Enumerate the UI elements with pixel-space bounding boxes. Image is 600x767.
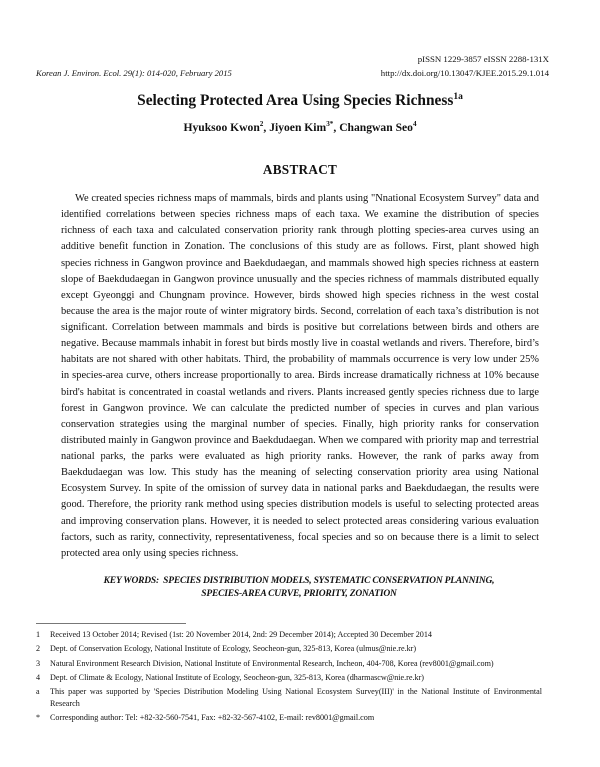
footnote-item	[36, 658, 542, 670]
doi-link[interactable]: http://dx.doi.org/10.13047/KJEE.2015.29.1.014	[380, 68, 549, 78]
footnote-item	[36, 712, 542, 724]
issn-line: pISSN 1229-3857 eISSN 2288-131X	[417, 54, 549, 64]
footnote-text: Dept. of Conservation Ecology, National Institute of Ecology, Seocheon-gun, 325-813, Korea (ulmus@nie.re.kr)	[50, 644, 417, 654]
author-separator: ,	[263, 121, 270, 134]
keywords-text: SPECIES DISTRIBUTION MODELS, SYSTEMATIC CONSERVATION PLANNING, SPECIES-AREA CURVE, PRIORITY, ZONATION	[163, 576, 495, 599]
footnote-text: Received 13 October 2014; Revised (1st: 20 November 2014, 2nd: 29 December 2014); Accepted 30 December 2014	[50, 630, 432, 639]
author-separator: ,	[333, 121, 340, 134]
paper-title	[0, 92, 600, 110]
author-affiliation-mark: 3*	[326, 120, 334, 129]
title-footnote-mark: 1a	[453, 90, 463, 102]
footnote-mark: a	[36, 687, 40, 697]
footnote-mark: *	[36, 713, 41, 722]
footnote-mark: 4	[36, 672, 41, 682]
footnote-item	[36, 643, 542, 655]
journal-citation: Korean J. Environ. Ecol. 29(1): 014-020, February 2015	[36, 68, 232, 78]
footnote-mark: 1	[36, 630, 41, 639]
footnote-text: This paper was supported by 'Species Distribution Modeling Using National Ecosystem Survey(III)' in the National Institute of Environmental Research	[50, 687, 542, 708]
footnote-text: Dept. of Climate & Ecology, National Institute of Ecology, Seocheon-gun, 325-813, Korea (dharmascw@nie.re.kr)	[50, 672, 424, 682]
footnote-item	[36, 686, 542, 709]
author-affiliation-mark: 2	[259, 120, 264, 129]
footnote-item	[36, 629, 542, 641]
footnote-text: Corresponding author: Tel: +82-32-560-7541, Fax: +82-32-567-4102, E-mail: rev8001@gmail.com	[50, 713, 375, 722]
paper-title-text: Selecting Protected Area Using Species Richness	[137, 92, 454, 109]
footnote-list	[36, 629, 542, 726]
abstract-heading: ABSTRACT	[262, 162, 338, 177]
author-name: Jiyoen Kim	[269, 121, 327, 134]
footnote-mark: 2	[36, 644, 41, 654]
author-affiliation-mark: 4	[412, 120, 417, 129]
issn-doi-block	[381, 52, 549, 80]
footnote-item	[36, 672, 542, 684]
author-name: Hyuksoo Kwon	[183, 121, 260, 134]
footnote-text: Natural Environment Research Division, National Institute of Environmental Research, Incheon, 404-708, Korea (rev8001@gmail.com)	[50, 658, 494, 668]
abstract-body: We created species richness maps of mammals, birds and plants using "Nnational Ecosystem Survey" data and identified correlations between species richness maps of each taxa. We examine the distribution of species richness of each taxa and calculated conservation priority rank through plotting species-area curves using an additive benefit function in Zonation. The conclusions of this study are as follows. First, plant showed high species richness in Gangwon province and Baekdudaegan, and mammals showed high species richness at eastern slope of Baekdudaegan in Gangwon province unusually and the species richness of mammals distributed equally except Gyeonggi and Chungnam province. However, birds showed high species richness in the west costal because the area is the major route of winter migratory birds. Second, correlation of each taxa’s distribution is not significant. Correlation between mammals and birds is positive but correlations between birds and others are negative. Because mammals inhabit in forest but birds mostly live in coastal wetlands and rivers. Therefore, bird’s habitats are not shared with other habitats. Third, the probability of mammals occurrence is very low under 25% in species-area curve, others increase proportionally to area. Birds increase dramatically richness at 10% because bird's habitat is concentrated in coastal wetlands and rivers. Plants increased gently species richness due to large forest in Gangwon province. We can calculate the predicted number of species in curves and plan various conservation strategies using the marginal number of species. Finally, high priority ranks for conservation distributed mainly in Gangwon province and Baekdudaegan. When we compared with priority map and terrestrial national parks, the parks were evaluated as high priority ranks. However, the rank of parks away from Baekdudaegan was low. This study has the meaning of selecting conservation priority area using National Ecosystem Survey. In spite of the omission of survey data in national parks and Baekdudaegan, the results were good. Therefore, the priority rank method using species distribution models is useful to selecting protected areas and improving conservation plans. However, it is needed to select protected areas considering various evaluation factors, such as rarity, connectivity, representativeness, focal species and so on because there is a limit to select protected area only using species richness.	[61, 193, 539, 559]
author-list	[0, 121, 600, 134]
author-name: Changwan Seo	[339, 121, 413, 134]
keywords-label: KEY WORDS:	[103, 576, 159, 586]
keywords-block	[84, 575, 514, 601]
footnote-mark: 3	[36, 658, 41, 668]
footnote-divider	[36, 623, 186, 624]
